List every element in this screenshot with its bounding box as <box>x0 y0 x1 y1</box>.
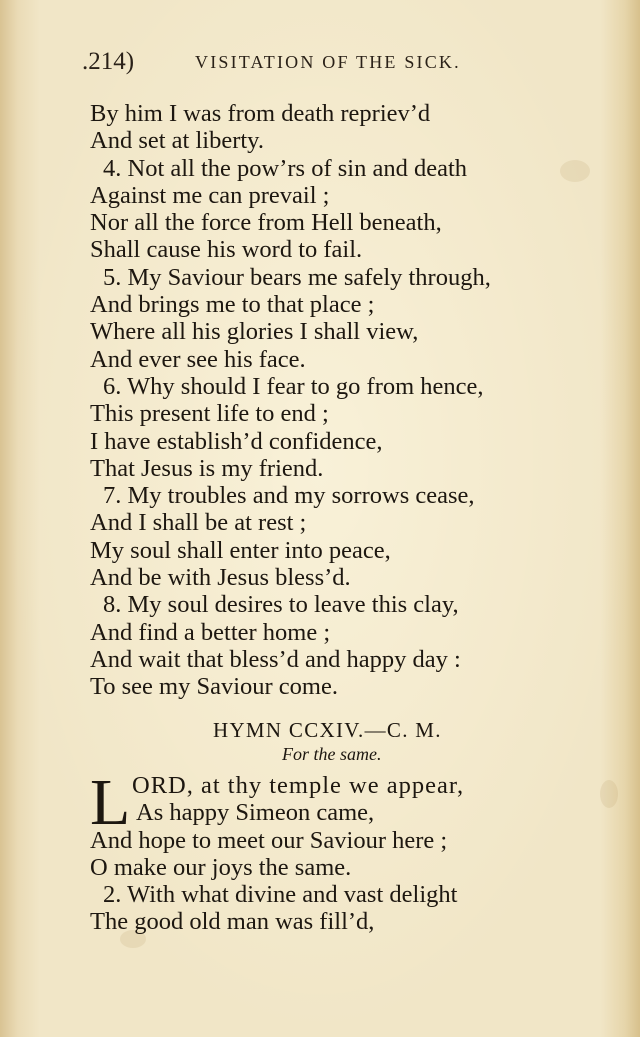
verse-line: And find a better home ; <box>90 618 331 646</box>
verse-line: And wait that bless’d and happy day : <box>90 645 461 673</box>
verse-line: Nor all the force from Hell beneath, <box>90 209 442 237</box>
hymn-line: And hope to meet our Saviour here ; <box>90 826 448 854</box>
hymn-first-line <box>90 772 610 799</box>
hymn-second-line: As happy Simeon came, <box>136 799 375 827</box>
hymn-first-line-text: ORD, at thy temple we appear, <box>132 772 465 799</box>
hymn-subtitle: For the same. <box>282 744 382 764</box>
verse-line: 8. My soul desires to leave this clay, <box>103 591 459 619</box>
verse-line: 4. Not all the pow’rs of sin and death <box>103 154 468 182</box>
hymn-heading: HYMN CCXIV.—C. M. <box>213 718 442 742</box>
verse-line: And ever see his face. <box>90 345 306 373</box>
verse-line: And I shall be at rest ; <box>90 509 307 537</box>
verse-line: And be with Jesus bless’d. <box>90 564 351 592</box>
verse-line: 7. My troubles and my sorrows cease, <box>103 482 475 510</box>
verse-line: 5. My Saviour bears me safely through, <box>103 263 491 291</box>
hymn-line: O make our joys the same. <box>90 853 352 881</box>
verse-line: Against me can prevail ; <box>90 181 330 209</box>
verse-line: I have establish’d confidence, <box>90 427 383 455</box>
verse-line: Where all his glories I shall view, <box>90 318 419 346</box>
verse-line: That Jesus is my friend. <box>90 454 324 482</box>
verse-line: And set at liberty. <box>90 127 264 155</box>
verse-line: And brings me to that place ; <box>90 291 375 319</box>
verse-line: This present life to end ; <box>90 400 329 428</box>
drop-cap: L <box>90 766 131 839</box>
verse-line: My soul shall enter into peace, <box>90 536 391 564</box>
running-head <box>82 48 522 78</box>
page-number: .214) <box>82 48 135 75</box>
hymn-line: 2. With what divine and vast delight <box>103 881 458 909</box>
verse-line: To see my Saviour come. <box>90 673 338 701</box>
previous-hymn-verses <box>90 100 590 701</box>
running-title: VISITATION OF THE SICK. <box>195 52 461 72</box>
verse-line: 6. Why should I fear to go from hence, <box>103 372 484 400</box>
verse-line: Shall cause his word to fail. <box>90 236 363 264</box>
hymn-line: The good old man was fill’d, <box>90 908 375 936</box>
hymn-body <box>90 766 610 936</box>
verse-line: By him I was from death repriev’d <box>90 100 431 127</box>
